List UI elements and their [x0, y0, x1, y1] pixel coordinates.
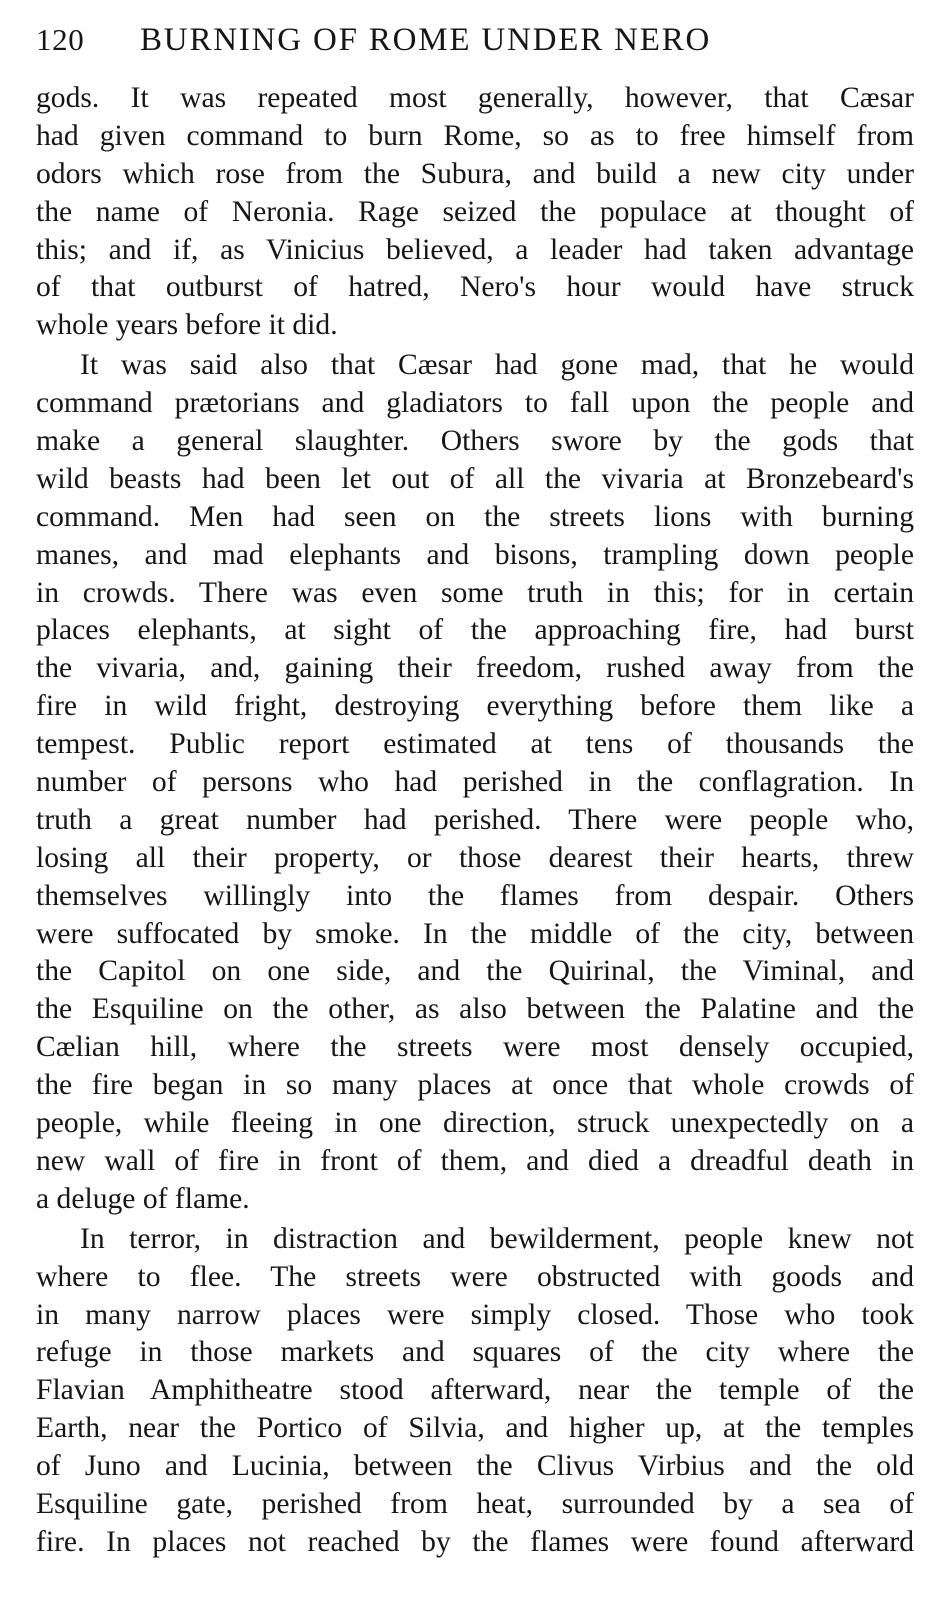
- text-line: number of persons who had perished in the conflagration. In: [36, 766, 914, 799]
- page-number: 120: [36, 22, 85, 57]
- paragraph-2: [36, 347, 914, 1218]
- text-line: Cælian hill, where the streets were most densely occupied,: [36, 1031, 914, 1064]
- text-line: odors which rose from the Subura, and build a new city under: [36, 157, 914, 190]
- text-line: the vivaria, and, gaining their freedom, rushed away from the: [36, 652, 914, 685]
- text-line: losing all their property, or those dearest their hearts, threw: [36, 841, 914, 874]
- text-line: the name of Neronia. Rage seized the populace at thought of: [36, 195, 914, 228]
- text-line: in crowds. There was even some truth in this; for in certain: [36, 576, 914, 609]
- text-line: truth a great number had perished. There were people who,: [36, 803, 914, 836]
- text-line: a deluge of flame.: [36, 1182, 250, 1215]
- text-line: Esquiline gate, perished from heat, surrounded by a sea of: [36, 1487, 914, 1520]
- text-line: in many narrow places were simply closed. Those who took: [36, 1298, 914, 1331]
- text-line: the Capitol on one side, and the Quirinal, the Viminal, and: [36, 955, 914, 988]
- text-line: command prætorians and gladiators to fall upon the people and: [36, 387, 914, 420]
- text-line: whole years before it did.: [36, 309, 338, 342]
- running-head: [36, 22, 914, 80]
- paragraph-1: [36, 80, 914, 345]
- text-line: manes, and mad elephants and bisons, trampling down people: [36, 538, 914, 571]
- text-line: themselves willingly into the flames from despair. Others: [36, 879, 914, 912]
- text-line: It was said also that Cæsar had gone mad, that he would: [80, 349, 914, 382]
- text-line: were suffocated by smoke. In the middle of the city, between: [36, 917, 914, 950]
- text-line: wild beasts had been let out of all the vivaria at Bronzebeard's: [36, 462, 914, 495]
- text-line: fire. In places not reached by the flames were found afterward: [36, 1525, 914, 1558]
- text-line: the Esquiline on the other, as also between the Palatine and the: [36, 993, 914, 1026]
- text-line: refuge in those markets and squares of the city where the: [36, 1336, 914, 1369]
- text-line: command. Men had seen on the streets lions with burning: [36, 500, 914, 533]
- text-line: of that outburst of hatred, Nero's hour would have struck: [36, 271, 914, 304]
- text-line: Flavian Amphitheatre stood afterward, near the temple of the: [36, 1374, 914, 1407]
- text-line: this; and if, as Vinicius believed, a leader had taken advantage: [36, 233, 914, 266]
- text-line: make a general slaughter. Others swore by the gods that: [36, 425, 914, 458]
- text-line: where to flee. The streets were obstructed with goods and: [36, 1260, 914, 1293]
- book-page: [36, 22, 914, 1562]
- text-line: new wall of fire in front of them, and died a dreadful death in: [36, 1144, 914, 1177]
- text-line: In terror, in distraction and bewilderment, people knew not: [80, 1222, 914, 1255]
- text-line: Earth, near the Portico of Silvia, and higher up, at the temples: [36, 1412, 914, 1445]
- running-title: BURNING OF ROME UNDER NERO: [140, 22, 712, 58]
- text-line: of Juno and Lucinia, between the Clivus Virbius and the old: [36, 1450, 914, 1483]
- text-line: fire in wild fright, destroying everything before them like a: [36, 690, 914, 723]
- paragraph-3: [36, 1221, 914, 1562]
- text-line: places elephants, at sight of the approaching fire, had burst: [36, 614, 914, 647]
- text-line: tempest. Public report estimated at tens of thousands the: [36, 728, 914, 761]
- body-text: [36, 80, 914, 1562]
- text-line: the fire began in so many places at once that whole crowds of: [36, 1069, 914, 1102]
- text-line: gods. It was repeated most generally, however, that Cæsar: [36, 82, 914, 114]
- text-line: people, while fleeing in one direction, struck unexpectedly on a: [36, 1107, 914, 1140]
- text-line: had given command to burn Rome, so as to free himself from: [36, 119, 914, 152]
